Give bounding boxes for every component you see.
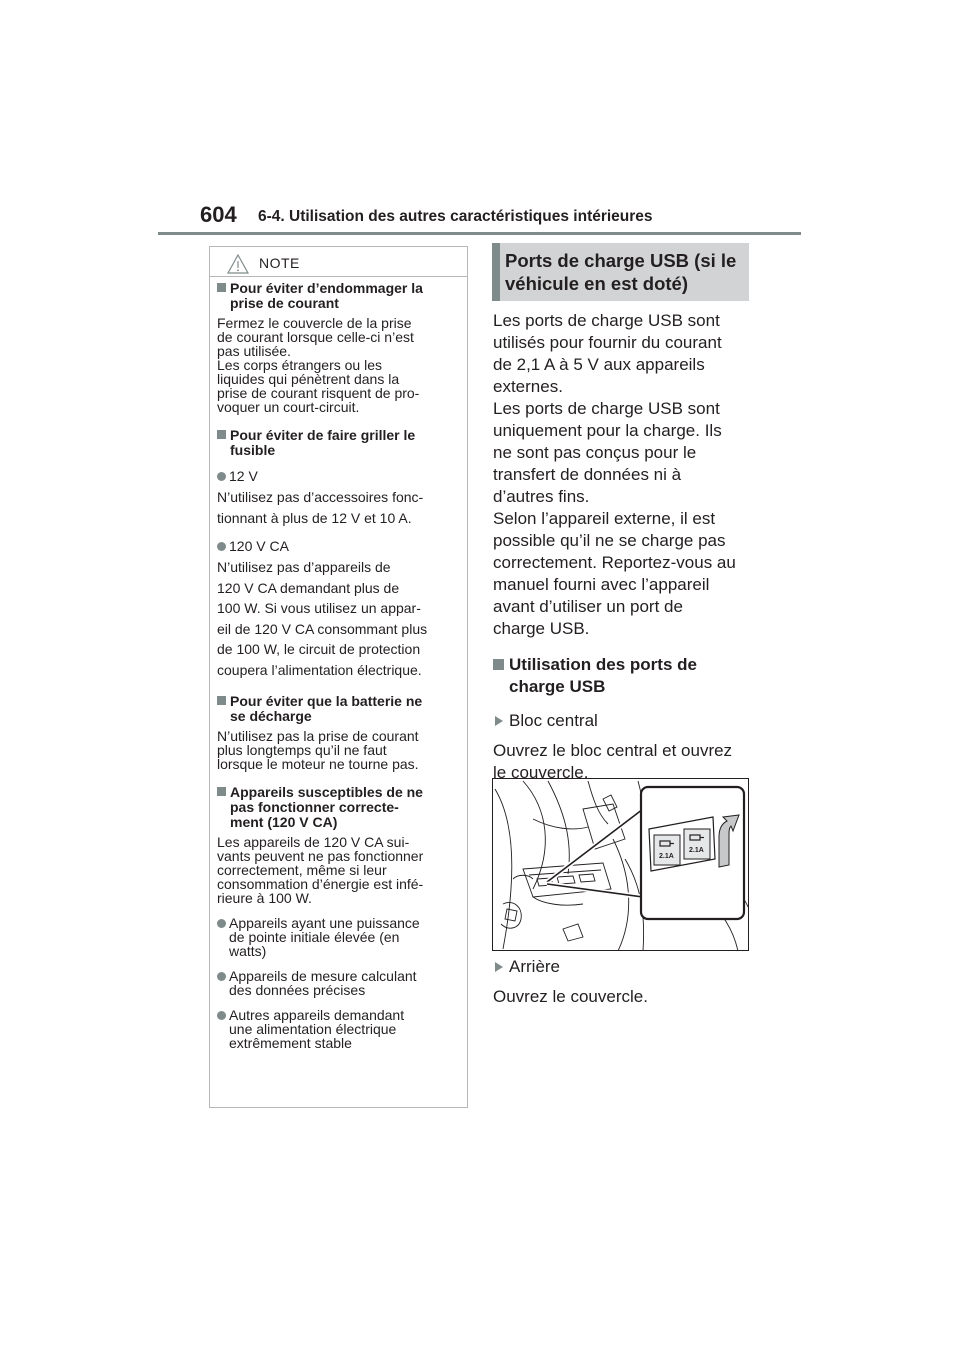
round-bullet-icon bbox=[217, 472, 226, 481]
square-bullet-icon bbox=[217, 787, 226, 796]
usb-section-banner bbox=[492, 243, 749, 301]
note-heading-devices: Appareils susceptibles de ne pas fonctionner correcte- ment (120 V CA) bbox=[217, 785, 463, 830]
header-rule bbox=[158, 232, 801, 235]
step-central-console: Bloc central bbox=[493, 710, 751, 732]
note-body bbox=[217, 281, 463, 1050]
banner-accent-bar bbox=[492, 243, 500, 301]
note-heading-fuse: Pour éviter de faire griller le fusible bbox=[217, 428, 463, 458]
note-text-battery: N’utilisez pas la prise de courant plus longtemps qu’il ne faut lorsque le moteur ne tourne pas. bbox=[217, 728, 419, 772]
note-header bbox=[210, 247, 467, 277]
note-box bbox=[209, 246, 468, 1108]
round-bullet-icon bbox=[217, 1011, 226, 1020]
port-rating-left: 2.1A bbox=[659, 853, 674, 860]
usb-usage-heading: Utilisation des ports de charge USB bbox=[493, 654, 751, 698]
usb-body bbox=[493, 310, 751, 784]
port-rating-right: 2.1A bbox=[689, 847, 704, 854]
square-bullet-icon bbox=[493, 659, 504, 670]
note-heading-battery: Pour éviter que la batterie ne se décharge bbox=[217, 694, 463, 724]
note-text-12v: N’utilisez pas d’accessoires fonc- tionnant à plus de 12 V et 10 A. bbox=[217, 489, 424, 526]
page-number: 604 bbox=[200, 202, 237, 227]
note-bullet-device-peak: Appareils ayant une puissance de pointe initiale élevée (en watts) bbox=[217, 916, 463, 958]
section-title: 6-4. Utilisation des autres caractéristiques intérieures bbox=[258, 208, 653, 225]
triangle-bullet-icon bbox=[495, 962, 503, 972]
note-text-damage: Fermez le couvercle de la prise de courant lorsque celle-ci n’est pas utilisée. Les corps étrangers ou les liquides qui pénètrent dans la prise de courant risquent de pro- voquer un court-circuit. bbox=[217, 315, 420, 415]
round-bullet-icon bbox=[217, 919, 226, 928]
usb-console-illustration bbox=[492, 778, 749, 951]
step-rear: Arrière bbox=[493, 956, 751, 978]
rear-instruction: Ouvrez le couvercle. bbox=[493, 987, 648, 1006]
note-bullet-device-measure: Appareils de mesure calculant des données précises bbox=[217, 969, 463, 997]
round-bullet-icon bbox=[217, 972, 226, 981]
note-text-120v: N’utilisez pas d’appareils de 120 V CA demandant plus de 100 W. Si vous utilisez un appar- eil de 120 V CA consommant plus de 100 W, le circuit de protection coupera l’alimentation électrique. bbox=[217, 559, 428, 678]
usb-intro-text: Les ports de charge USB sont utilisés pour fournir du courant de 2,1 A à 5 V aux appareils externes. Les ports de charge USB sont uniquement pour la charge. Ils ne sont pas conçus pour le transfert de données ni à d’autres fins. Selon l’appareil externe, il est possible qu’il ne se charge pas correctement. Reportez-vous au manuel fourni avec l’appareil avant d’utiliser un port de charge USB. bbox=[493, 311, 736, 638]
note-heading-damage: Pour éviter d’endommager la prise de courant bbox=[217, 281, 463, 311]
usb-rear-section bbox=[493, 956, 751, 1008]
note-text-devices: Les appareils de 120 V CA sui- vants peuvent ne pas fonctionner correctement, même si leur consommation d’énergie est infé- rieure à 100 W. bbox=[217, 834, 424, 906]
note-bullet-120v: 120 V CA bbox=[217, 539, 463, 553]
usb-section-title: Ports de charge USB (si le véhicule en est doté) bbox=[505, 250, 737, 294]
central-instruction: Ouvrez le bloc central et ouvrez le couvercle. bbox=[493, 741, 733, 782]
square-bullet-icon bbox=[217, 430, 226, 439]
note-bullet-device-stable: Autres appareils demandant une alimentation électrique extrêmement stable bbox=[217, 1008, 463, 1050]
warning-triangle-icon bbox=[227, 254, 249, 274]
console-drawing bbox=[493, 779, 749, 951]
triangle-bullet-icon bbox=[495, 716, 503, 726]
round-bullet-icon bbox=[217, 542, 226, 551]
square-bullet-icon bbox=[217, 696, 226, 705]
note-label: NOTE bbox=[259, 255, 300, 271]
note-bullet-12v: 12 V bbox=[217, 469, 463, 483]
square-bullet-icon bbox=[217, 283, 226, 292]
